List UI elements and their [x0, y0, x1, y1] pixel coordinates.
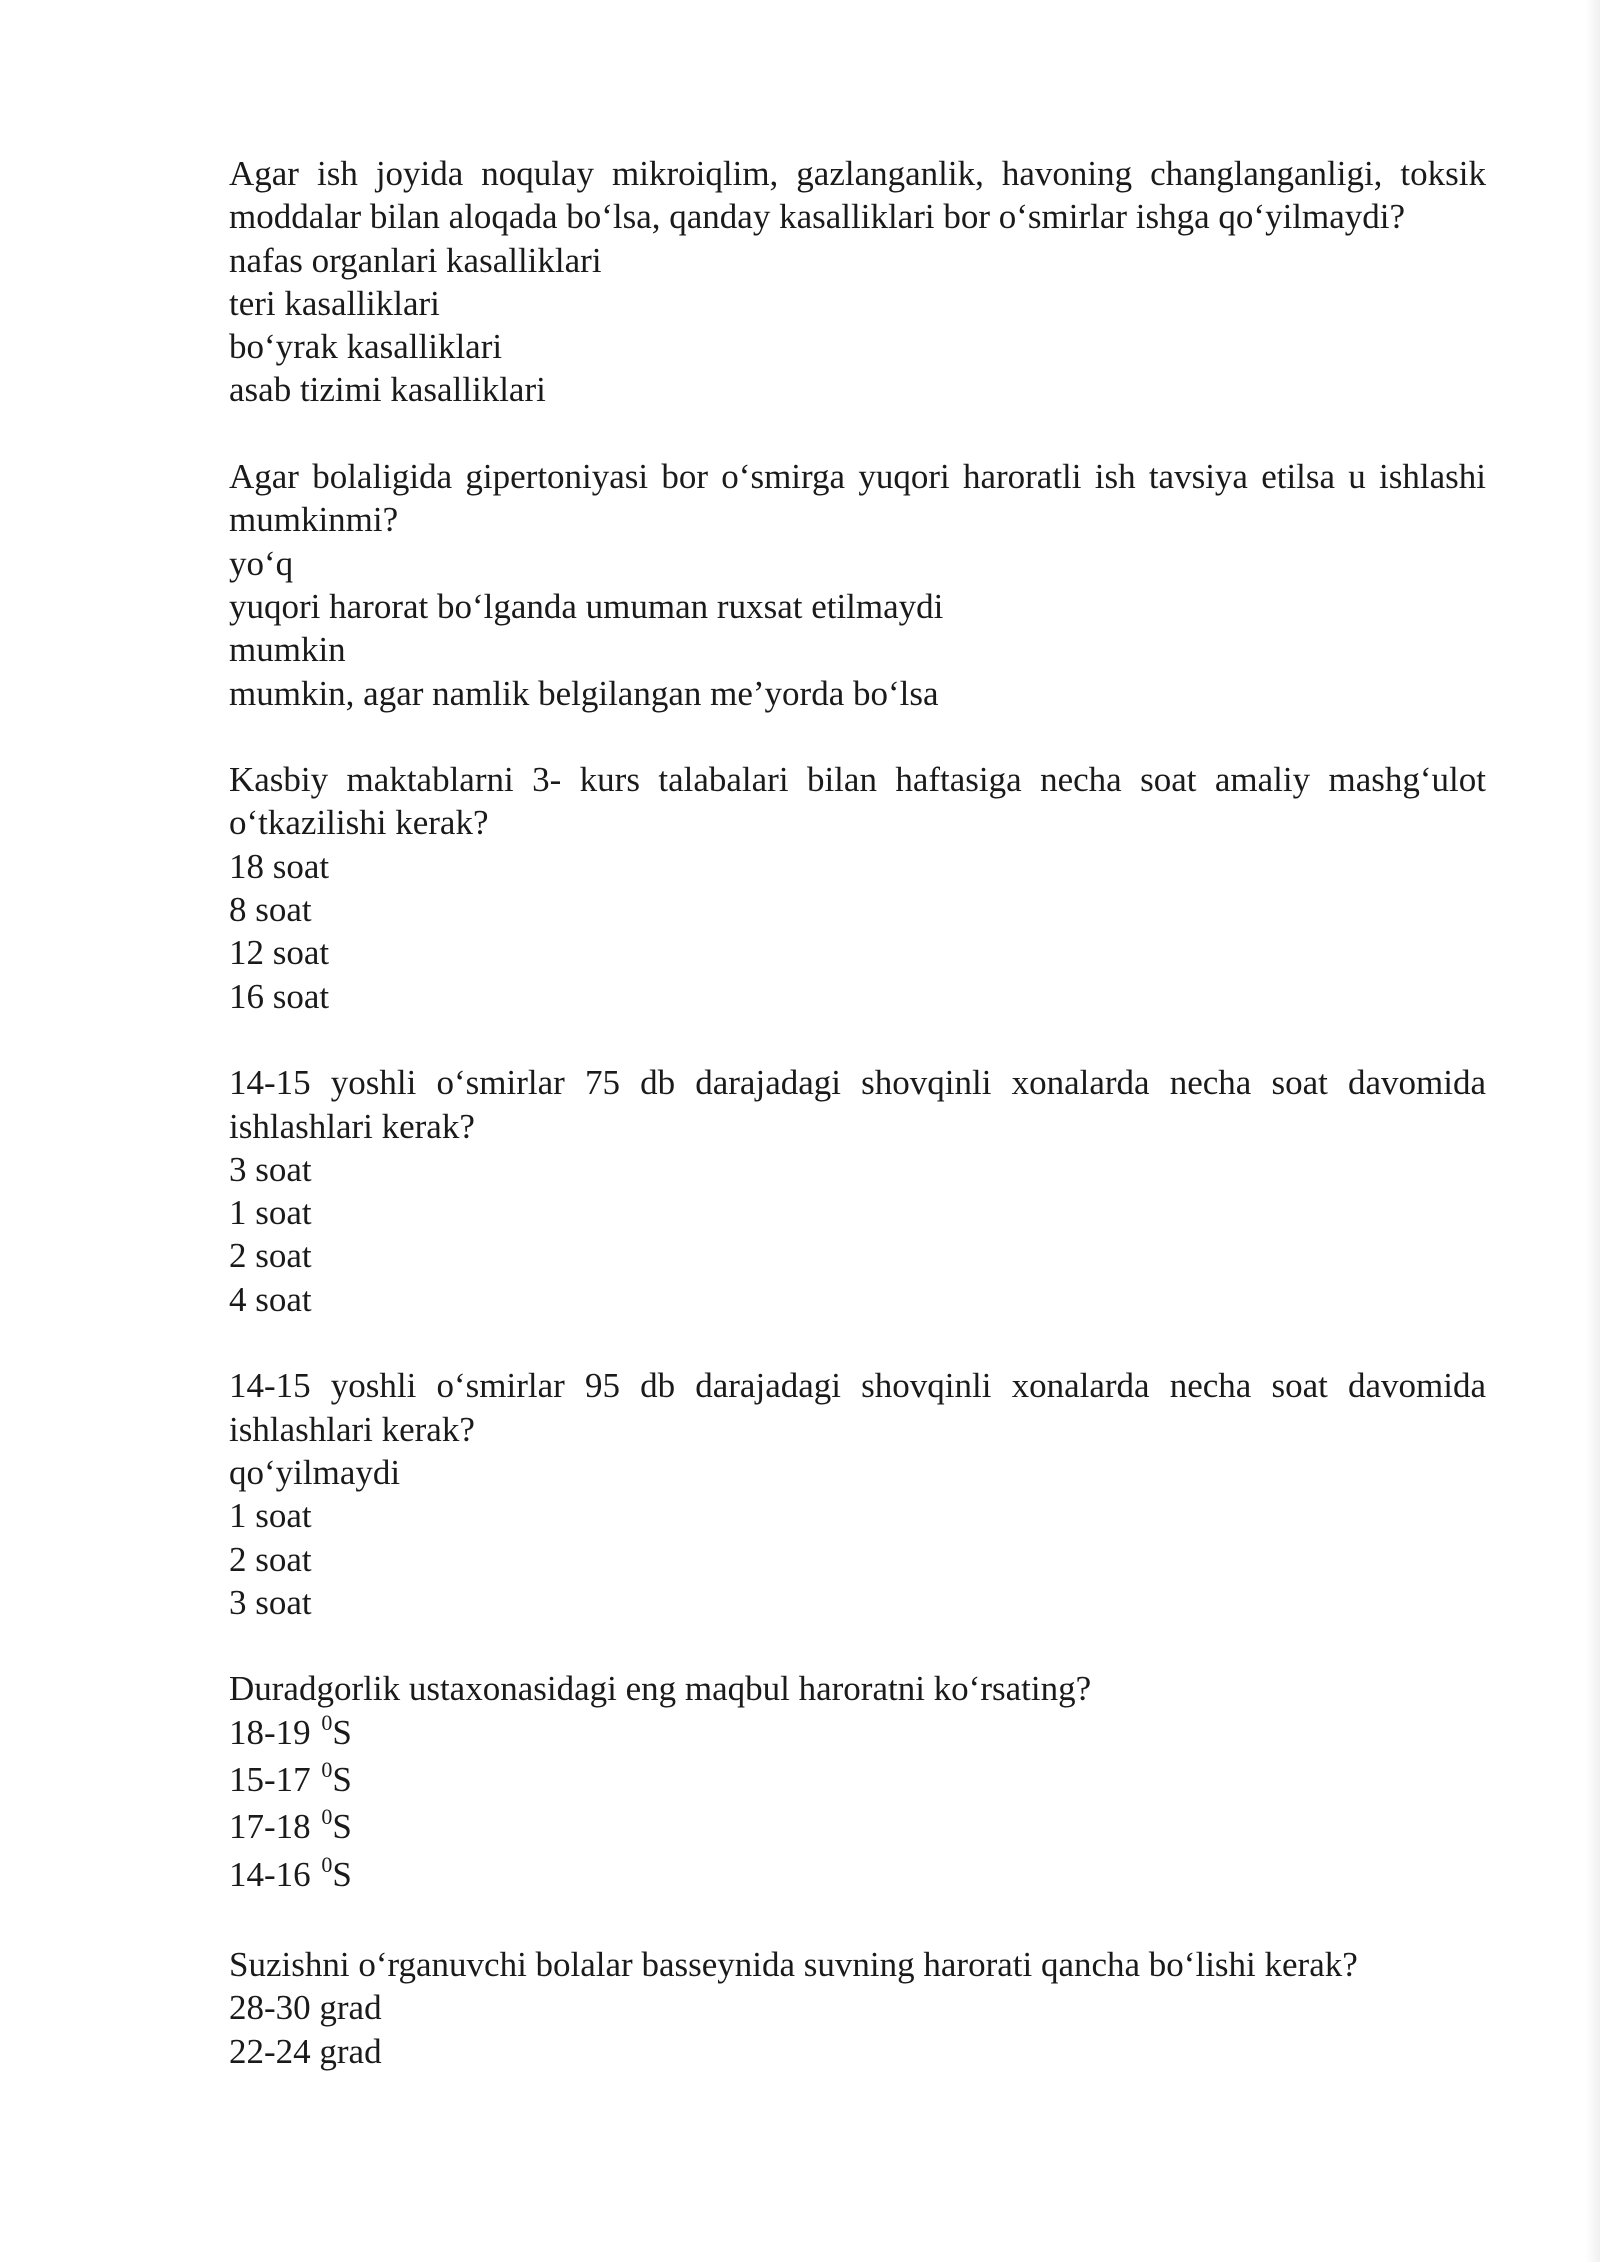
answer-option — [229, 1758, 1486, 1805]
degree-superscript: 0 — [321, 1804, 333, 1830]
question-text: Duradgorlik ustaxonasidagi eng maqbul haroratni ko‘rsating? — [229, 1669, 1092, 1709]
question-block — [229, 1667, 1486, 1899]
answer-option: mumkin — [229, 630, 346, 670]
answer-option — [229, 1853, 1486, 1900]
question-text: Agar ish joyida noqulay mikroiqlim, gazlanganlik, havoning changlanganligi, toksik moddalar bilan aloqada bo‘lsa, qanday kasalliklari bor o‘smirlar ishga qo‘yilmaydi? — [229, 154, 1486, 237]
answer-option — [229, 1805, 1486, 1852]
option-value: 14-16 — [229, 1854, 320, 1894]
question-text: Suzishni o‘rganuvchi bolalar basseynida suvning harorati qancha bo‘lishi kerak? — [229, 1945, 1358, 1985]
option-unit: S — [332, 1712, 352, 1752]
answer-option: yo‘q — [229, 543, 294, 583]
answer-option: nafas organlari kasalliklari — [229, 240, 602, 280]
question-text: Kasbiy maktablarni 3- kurs talabalari bilan haftasiga necha soat amaliy mashg‘ulot o‘tkazilishi kerak? — [229, 760, 1486, 843]
answer-option: 8 soat — [229, 890, 312, 930]
answer-option: qo‘yilmaydi — [229, 1452, 401, 1492]
answer-option: 3 soat — [229, 1149, 312, 1189]
option-value: 18-19 — [229, 1712, 320, 1752]
option-value: 15-17 — [229, 1759, 320, 1799]
answer-option: bo‘yrak kasalliklari — [229, 327, 503, 367]
answer-option — [229, 1711, 1486, 1758]
degree-superscript: 0 — [321, 1756, 333, 1782]
option-value: 17-18 — [229, 1807, 320, 1847]
question-block — [229, 1943, 1486, 2073]
answer-option: asab tizimi kasalliklari — [229, 370, 546, 410]
question-text: Agar bolaligida gipertoniyasi bor o‘smirga yuqori haroratli ish tavsiya etilsa u ishlashi mumkinmi? — [229, 457, 1486, 540]
question-block — [229, 1364, 1486, 1624]
degree-superscript: 0 — [321, 1709, 333, 1735]
answer-option: 16 soat — [229, 976, 330, 1016]
question-text: 14-15 yoshli o‘smirlar 75 db darajadagi shovqinli xonalarda necha soat davomida ishlashlari kerak? — [229, 1063, 1486, 1146]
question-block — [229, 455, 1486, 715]
option-unit: S — [332, 1759, 352, 1799]
answer-option: 4 soat — [229, 1279, 312, 1319]
question-block — [229, 1061, 1486, 1321]
answer-option: 22-24 grad — [229, 2031, 382, 2071]
answer-option: 3 soat — [229, 1582, 312, 1622]
option-unit: S — [332, 1854, 352, 1894]
answer-option: 18 soat — [229, 846, 330, 886]
answer-option: 1 soat — [229, 1193, 312, 1233]
question-block — [229, 152, 1486, 412]
answer-option: 1 soat — [229, 1496, 312, 1536]
question-list — [229, 152, 1486, 2116]
answer-option: 28-30 grad — [229, 1988, 382, 2028]
answer-option: 2 soat — [229, 1539, 312, 1579]
answer-option: 12 soat — [229, 933, 330, 973]
question-text: 14-15 yoshli o‘smirlar 95 db darajadagi shovqinli xonalarda necha soat davomida ishlashlari kerak? — [229, 1366, 1486, 1449]
answer-option: 2 soat — [229, 1236, 312, 1276]
option-unit: S — [332, 1807, 352, 1847]
answer-option: yuqori harorat bo‘lganda umuman ruxsat etilmaydi — [229, 586, 944, 626]
answer-option: mumkin, agar namlik belgilangan me’yorda bo‘lsa — [229, 673, 939, 713]
answer-option: teri kasalliklari — [229, 283, 440, 323]
degree-superscript: 0 — [321, 1851, 333, 1877]
question-block — [229, 758, 1486, 1018]
page-edge-shadow — [1586, 0, 1600, 2262]
